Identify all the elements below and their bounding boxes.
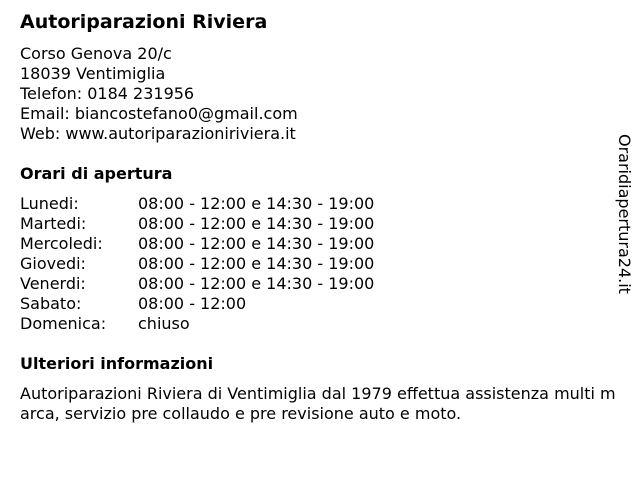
- address-street: Corso Genova 20/c: [20, 44, 172, 63]
- day-label: Lunedi:: [20, 194, 79, 213]
- address-city: 18039 Ventimiglia: [20, 64, 166, 83]
- time-value: 08:00 - 12:00: [138, 294, 247, 313]
- time-value: 08:00 - 12:00 e 14:30 - 19:00: [138, 194, 375, 213]
- time-value: chiuso: [138, 314, 190, 333]
- day-label: Domenica:: [20, 314, 107, 333]
- site-watermark: Oraridiapertura24.it: [615, 134, 634, 294]
- day-label: Martedi:: [20, 214, 87, 233]
- opening-hours-heading: Orari di apertura: [20, 164, 173, 183]
- website-link[interactable]: Web: www.autoriparazioniriviera.it: [20, 124, 296, 143]
- additional-info-text: Autoriparazioni Riviera di Ventimiglia dal 1979 effettua assistenza multi marca, servizio pre collaudo e pre revisione auto e moto.: [20, 384, 616, 423]
- contact-details: [20, 44, 298, 144]
- phone-number[interactable]: Telefon: 0184 231956: [20, 84, 195, 103]
- time-value: 08:00 - 12:00 e 14:30 - 19:00: [138, 254, 375, 273]
- business-name: Autoriparazioni Riviera: [20, 11, 268, 33]
- day-label: Giovedi:: [20, 254, 86, 273]
- day-label: Sabato:: [20, 294, 82, 313]
- day-label: Venerdi:: [20, 274, 86, 293]
- time-value: 08:00 - 12:00 e 14:30 - 19:00: [138, 214, 375, 233]
- time-value: 08:00 - 12:00 e 14:30 - 19:00: [138, 274, 375, 293]
- day-label: Mercoledi:: [20, 234, 103, 253]
- additional-info-heading: Ulteriori informazioni: [20, 354, 214, 373]
- email-address[interactable]: Email: biancostefano0@gmail.com: [20, 104, 298, 123]
- time-value: 08:00 - 12:00 e 14:30 - 19:00: [138, 234, 375, 253]
